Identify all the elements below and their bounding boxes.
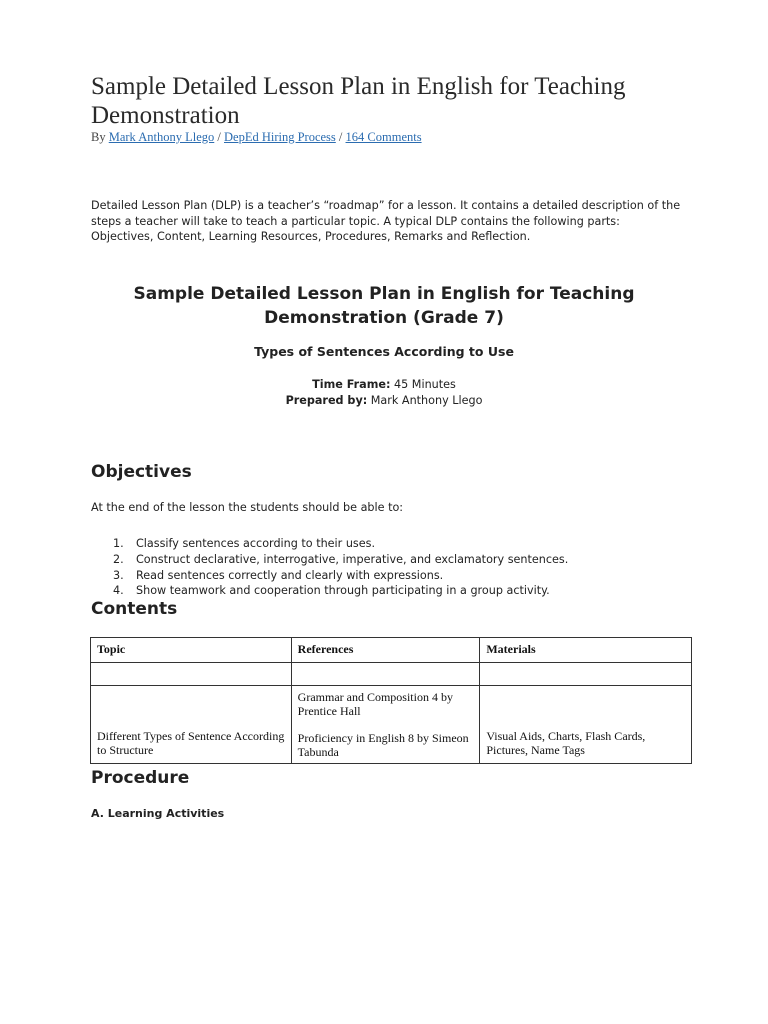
materials-text: Visual Aids, Charts, Flash Cards, Pictures, Name Tags bbox=[486, 729, 646, 757]
cell-topic bbox=[91, 686, 292, 764]
list-number: 4. bbox=[113, 584, 124, 598]
page-title: Sample Detailed Lesson Plan in English for Teaching Demonstration bbox=[91, 73, 626, 129]
comments-link[interactable]: 164 Comments bbox=[345, 130, 422, 144]
table-header-row bbox=[91, 638, 692, 663]
header-materials: Materials bbox=[480, 638, 692, 663]
table-cell bbox=[291, 663, 480, 686]
objectives-list bbox=[91, 536, 691, 599]
time-frame bbox=[91, 377, 677, 393]
contents-table-wrapper bbox=[90, 637, 694, 764]
list-text: Construct declarative, interrogative, imperative, and exclamatory sentences. bbox=[136, 552, 569, 566]
objectives-heading: Objectives bbox=[91, 462, 192, 482]
cell-materials bbox=[480, 686, 692, 764]
reference-2: Proficiency in English 8 by Simeon Tabunda bbox=[297, 731, 469, 759]
header-references: References bbox=[291, 638, 480, 663]
list-item bbox=[91, 536, 691, 552]
time-frame-label: Time Frame: bbox=[312, 378, 391, 391]
contents-table bbox=[90, 637, 692, 764]
lesson-title: Sample Detailed Lesson Plan in English for Teaching Demonstration (Grade 7) bbox=[133, 284, 635, 328]
list-item bbox=[91, 568, 691, 584]
author-link[interactable]: Mark Anthony Llego bbox=[108, 130, 215, 144]
list-text: Read sentences correctly and clearly with expressions. bbox=[136, 568, 444, 582]
list-text: Show teamwork and cooperation through participating in a group activity. bbox=[136, 584, 550, 598]
table-row-empty bbox=[91, 663, 692, 686]
table-row bbox=[91, 686, 692, 764]
table-cell bbox=[480, 663, 692, 686]
cell-references bbox=[291, 686, 480, 764]
time-frame-value: 45 Minutes bbox=[394, 378, 456, 391]
learning-activities-heading: A. Learning Activities bbox=[91, 807, 225, 820]
objectives-lead: At the end of the lesson the students should be able to: bbox=[91, 501, 404, 514]
contents-heading: Contents bbox=[91, 599, 178, 619]
table-cell bbox=[91, 663, 292, 686]
header-topic: Topic bbox=[91, 638, 292, 663]
list-item bbox=[91, 583, 691, 599]
topic-text: Different Types of Sentence According to Structure bbox=[97, 729, 285, 757]
byline-separator: / bbox=[338, 130, 343, 144]
list-text: Classify sentences according to their uses. bbox=[136, 537, 376, 550]
byline bbox=[91, 130, 422, 145]
list-number: 1. bbox=[113, 537, 124, 550]
prepared-by-value: Mark Anthony Llego bbox=[370, 394, 483, 407]
lesson-meta bbox=[91, 377, 677, 409]
list-number: 2. bbox=[113, 552, 124, 566]
lesson-subtitle: Types of Sentences According to Use bbox=[254, 344, 514, 359]
intro-paragraph: Detailed Lesson Plan (DLP) is a teacher’s “roadmap” for a lesson. It contains a detailed description of the steps a teacher will take to teach a particular topic. A typical DLP contains the following parts: Objectives, Content, Learning Resources, Procedures, Remarks and Reflection. bbox=[91, 199, 681, 244]
prepared-by bbox=[91, 393, 677, 409]
reference-1: Grammar and Composition 4 by Prentice Hall bbox=[297, 690, 453, 718]
prepared-by-label: Prepared by: bbox=[285, 394, 368, 407]
byline-by: By bbox=[91, 130, 106, 144]
category-link[interactable]: DepEd Hiring Process bbox=[224, 130, 336, 144]
list-item bbox=[91, 552, 691, 568]
byline-separator: / bbox=[217, 130, 221, 144]
list-number: 3. bbox=[113, 568, 124, 582]
procedure-heading: Procedure bbox=[91, 768, 190, 788]
